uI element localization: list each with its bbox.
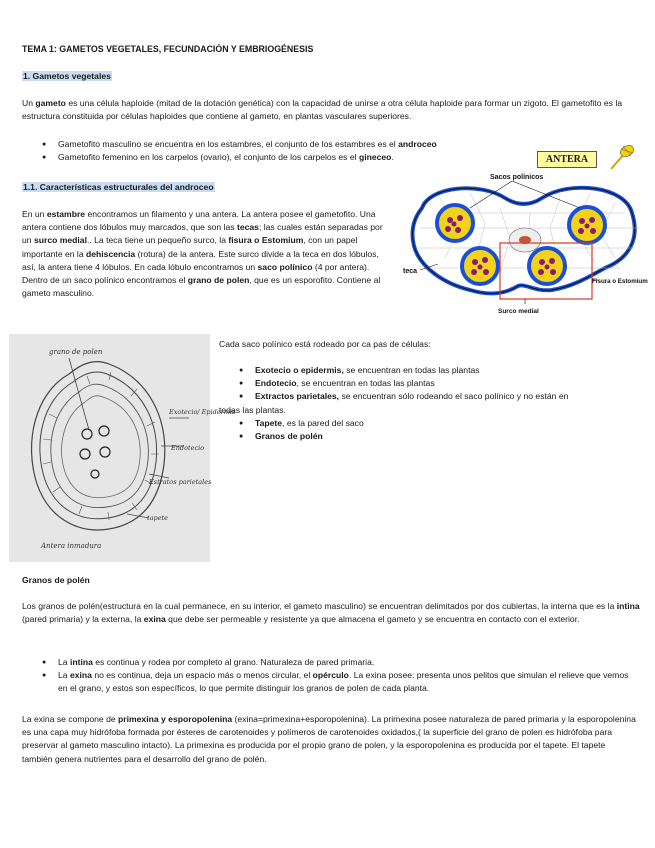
pollen-sac (462, 248, 498, 284)
antera-badge: ANTERA (537, 151, 597, 168)
paragraph-saco-intro: Cada saco polínico está rodeado por ca pas de células: (219, 339, 431, 349)
paragraph-granos: Los granos de polén(estructura en la cual permanece, en su interior, el gameto masculino) se encuentran delimitados por dos cubiertas, la interna que es la intina (pared primaria) y la externa, la exina que debe ser permeable y resistente ya que almacena el gameto y se encuentra en contacto con el exterior. (22, 601, 640, 625)
list-item: ● Extractos parietales, se encuentran sólo rodeando el saco polínico y no están en (233, 390, 639, 403)
immature-anther-sketch (9, 334, 236, 562)
sketch-label-endotecio: Endotecio (171, 444, 205, 452)
section-heading-granos: Granos de polén (22, 575, 90, 585)
list-item-continuation: todas las plantas. (219, 404, 286, 415)
section-heading-androceo: 1.1. Características estructurales del androceo (23, 182, 214, 192)
list-item: ● Tapete, es la pared del saco (233, 417, 639, 430)
saco-layers-list (219, 364, 639, 443)
sketch-caption: Antera inmadura (41, 542, 102, 550)
list-item: ● La exina no es continua, deja un espacio más o menos circular, el opérculo. La exina posee: presenta unos pelitos que simulan el relieve que vemos en el grano, y estos son específicos, lo que permite distinguir los granos de polen de cada planta. (36, 669, 636, 695)
label-sacos-polinicos: Sacos polínicos (490, 174, 544, 181)
pollen-sac (569, 207, 605, 243)
label-teca: teca (403, 268, 418, 275)
list-item: ● Gametofito femenino en los carpelos (ovario), el conjunto de los carpelos es el gineceo. (36, 151, 516, 164)
sketch-label-tapete: tapete (147, 514, 168, 522)
paragraph-gameto: Un gameto es una célula haploide (mitad de la dotación genética) con la capacidad de unirse a otra célula haploide para formar un zigoto. El gametofito es la estructura constituida por células haploides que contiene al gameto, en plantas vasculares superiores. (22, 98, 623, 122)
pollen-sac (529, 248, 565, 284)
sketch-label-estratos: Estratos parietales (149, 478, 212, 486)
sketch-label-exotecio: Exotecio/ Epidermis (169, 408, 236, 416)
gametofito-list (36, 138, 516, 164)
section-heading-gametos: 1. Gametos vegetales (23, 71, 111, 81)
list-item: ● Exotecio o epidermis, se encuentran en todas las plantas (233, 364, 639, 377)
list-item: ● Gametofito masculino se encuentra en los estambres, el conjunto de los estambres es el androceo (36, 138, 516, 151)
list-item: ● Granos de polén (233, 430, 639, 443)
cubiertas-list (36, 656, 636, 696)
list-item: ● Endotecio, se encuentran en todas las plantas (233, 377, 639, 390)
sketch-label-grano: grano de polen (49, 348, 103, 356)
list-item: ● La intina es continua y rodea por completo al grano. Naturaleza de pared primaria. (36, 656, 636, 669)
label-surco-medial: Surco medial (498, 308, 539, 315)
paragraph-exina: La exina se compone de primexina y esporopolenina (exina=primexina+esporopolenina). La primexina posee naturaleza de pared primaria y la esporopolenina es una capa muy hidrófoba formada por ésteres de carotenoides y polímeros de carotenoides oxidados,( la superficie del grano de polen es hidrófoba para preservar al gameto masculino intacto). La primexina es producida por el propio grano de polen, y la esporopolenina es producida por el tapete. El tapete también genera nutrientes para el desarrollo del grano de polén. (22, 714, 636, 764)
paragraph-estambre: En un estambre encontramos un filamento y una antera. La antera posee el gametofito. Una antera contiene dos lóbulos muy marcados, que son las tecas; las cuales están separadas por un surco medial.. La teca tiene un pequeño surco, la fisura o Estomium, con un papel importante en la dehiscencia (rotura) de la antera. Este surco divide a la teca en dos lóbulos, así, la antera tiene 4 lóbulos. En cada lóbulo encontramos un saco polínico (4 por antera). Dentro de un saco polínico encontramos el grano de polen, que es un esporofito. Contiene al gameto masculino. (22, 209, 383, 299)
label-fisura: Fisura o Estomium (592, 278, 648, 285)
anther-cross-section-diagram (400, 168, 650, 318)
document-title: TEMA 1: GAMETOS VEGETALES, FECUNDACIÓN Y EMBRIOGÉNESIS (22, 44, 314, 54)
pollen-sac (437, 205, 473, 241)
